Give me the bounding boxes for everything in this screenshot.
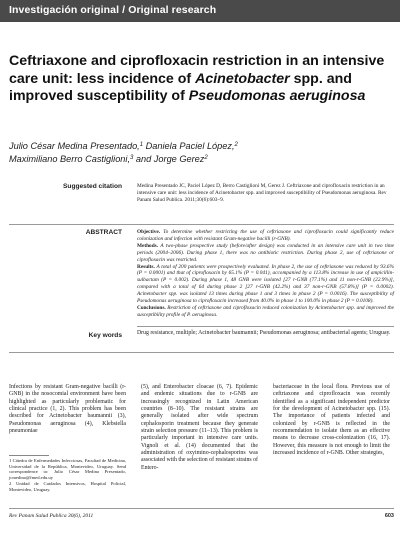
- footer-divider: [9, 508, 394, 509]
- body-column-3: bacteriaceae in the local flora. Previous use of ceftriaxone and ciprofloxacin was recently identified as a significant independent predictor for the development of Acinetobacter spp. (15). The importance of patients infected and colonized by r-GNB is reflected in the recommendation to isolate them as an effective means to decrease cross-colonization (16, 17). However, this measure is not enough to limit the increased incidence of r-GNB. Other strategies,: [273, 384, 390, 457]
- keywords-label: Key words: [88, 332, 122, 339]
- abstract-label: ABSTRACT: [85, 229, 122, 236]
- title-text-1: Ceftriaxone and ciprofloxacin restriction in an intensive care unit: less incidence of: [9, 53, 385, 87]
- citation-text: Medina Presentado JC, Paciel López D, Berro Castiglioni M, Gerez J. Ceftriaxone and ciprofloxacin restriction in an intensive care unit: less incidence of Acinetobacter spp. and improved susceptibility of Pseudomonas aeruginosa. Rev Panam Salud Publica. 2011;30(6):603–9.: [137, 183, 387, 203]
- body-column-2: (5), and Enterobacter cloacae (6, 7). Epidemic and endemic situations due to r-GNB are increasingly recognized in Latin American countries (8–10). The resistant strains are generally isolated after wide spectrum cephalosporin treatment because they generate strain selection pressure (11–13). This problem is particularly important in intensive care units. Vignoli et al. (14) documented that the administration of oxyimino-cephalosporins was associated with the selection of resistant strains of Entero-: [141, 384, 259, 471]
- abstract-body: Objective. To determine whether restricting the use of ceftriaxone and ciprofloxacin could significantly reduce colonization and infection with resistant Gram-negative bacilli (r-GNB). Methods. A two-phase prospective study (before/after design) was conducted in an intensive care unit in two time periods (2004–2006). During phase 1, there was no antibiotic restriction. During phase 2, use of ceftriaxone or ciprofloxacin was restricted. Results. A total of 200 patients were prospectively evaluated. In phase 2, the use of ceftriaxone was reduced by 93.6% (P = 0.0001) and that of ciprofloxacin by 65.1% (P = 0.041), accompanied by a 113.8% increase in use of ampicillin-sulbactam (P = 0.002). During phase 1, 48 GNB were isolated [27 r-GNB (77.1%) and 11 non-r-GNB (22.9%)], compared with a total of 64 during phase 2 [27 r-GNB (42.2%) and 37 non-r-GNB (57.8%)] (P = 0.0002). Acinetobacter spp. was isolated 13 times during phase 1 and 3 times in phase 2 (P = 0.0016). The susceptibility of Pseudomonas aeruginosa to ciprofloxacin increased from 40.0% in phase 1 to 100.0% in phase 2 (P = 0.0108). Conclusions. Restriction of ceftriaxone and ciprofloxacin reduced colonization by Acinetobacter spp. and improved the susceptibility profile of P. aeruginosa.: [137, 229, 395, 318]
- article-title: [9, 53, 394, 106]
- divider: [137, 326, 394, 327]
- author: Maximiliano Berro Castiglioni,$^3$: [9, 154, 134, 164]
- abstract-conclusions: Restriction of ceftriaxone and ciprofloxacin reduced colonization by Acinetobacter spp. and improved the susceptibility profile of P. aeruginosa.: [137, 304, 395, 318]
- footnotes: [9, 458, 126, 494]
- author-list: [9, 140, 309, 166]
- section-label: Investigación original / Original research: [9, 4, 217, 16]
- footnote: 2 Unidad de Cuidados Intensivos, Hospital Policial, Montevideo, Uruguay.: [9, 481, 126, 492]
- abstract-results: A total of 200 patients were prospectively evaluated. In phase 2, the use of ceftriaxone was reduced by 93.6% (P = 0.0001) and that of ciprofloxacin by 65.1% (P = 0.041), accompanied by a 113.8% increase in use of ampicillin-sulbactam (P = 0.002). During phase 1, 48 GNB were isolated [27 r-GNB (77.1%) and 11 non-r-GNB (22.9%)], compared with a total of 64 during phase 2 [27 r-GNB (42.2%) and 37 non-r-GNB (57.8%)] (P = 0.0002). Acinetobacter spp. was isolated 13 times during phase 1 and 3 times in phase 2 (P = 0.0016). The susceptibility of Pseudomonas aeruginosa to ciprofloxacin increased from 40.0% in phase 1 to 100.0% in phase 2 (P = 0.0108).: [137, 263, 394, 305]
- author: Daniela Paciel López,$^2$: [145, 141, 238, 151]
- section-banner: [0, 0, 400, 22]
- citation-label: Suggested citation: [63, 183, 122, 190]
- footnote: 1 Cátedra de Enfermedades Infecciosas, Facultad de Medicina, Universidad de la República, Montevideo, Uruguay. Send correspondence to: Julio César Medina Presentado, jcmedina@fmed.edu.uy: [9, 458, 126, 480]
- author: Julio César Medina Presentado,$^1$: [9, 141, 144, 151]
- author: and Jorge Gerez$^2$: [135, 154, 208, 164]
- abstract-objective: To determine whether restricting the use of ceftriaxone and ciprofloxacin could significantly reduce colonization and infection with resistant Gram-negative bacilli (r-GNB).: [137, 229, 394, 242]
- abstract-methods: A two-phase prospective study (before/after design) was conducted in an intensive care unit in two time periods (2004–2006). During phase 1, there was no antibiotic restriction. During phase 2, use of ceftriaxone or ciprofloxacin was restricted.: [137, 242, 394, 263]
- body-column-1: Infections by resistant Gram-negative bacilli (r-GNB) in the nosocomial environment have been highlighted as particularly problematic for clinical practice (1, 2). This problem has been described for Acinetobacter baumannii (3), Pseudomonas aeruginosa (4), Klebsiella pneumoniae: [9, 384, 126, 435]
- divider: [9, 352, 394, 353]
- title-italic-2: Pseudomonas aeruginosa: [188, 88, 366, 105]
- footnote-divider: [9, 455, 49, 456]
- journal-citation: Rev Panam Salud Publica 30(6), 2011: [9, 513, 94, 519]
- title-italic-1: Acinetobacter: [195, 70, 290, 87]
- divider: [9, 224, 394, 225]
- keywords-text: Drug resistance, multiple; Acinetobacter baumannii; Pseudomonas aeruginosa; antibacterial agents; Uruguay.: [137, 330, 391, 336]
- page-number: 603: [384, 513, 394, 519]
- title-text-2: spp. and improved susceptibility of: [9, 70, 352, 105]
